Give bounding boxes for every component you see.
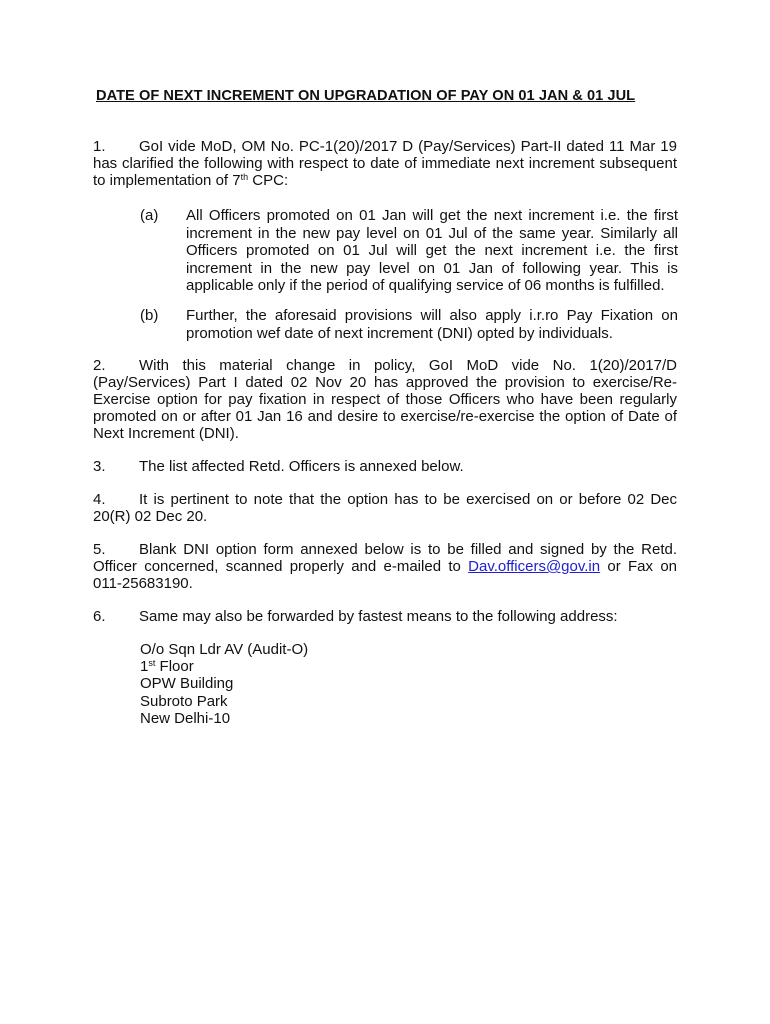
- paragraph-number: 6.: [93, 608, 106, 625]
- paragraph-text: With this material change in policy, GoI MoD vide No. 1(20)/2017/D (Pay/Services) Part I dated 02 Nov 20 has approved the provision to exercise/Re-Exercise option for pay fixation in respect of those Officers who have been regularly promoted on or after 01 Jan 16 and desire to exercise/re-exercise the option of Date of Next Increment (DNI).: [93, 357, 677, 442]
- paragraph-6: [93, 608, 677, 625]
- paragraph-text: GoI vide MoD, OM No. PC-1(20)/2017 D (Pay/Services) Part-II dated 11 Mar 19 has clarified the following with respect to date of immediate next increment subsequent to implementation of 7: [93, 138, 677, 189]
- address-line-4: Subroto Park: [140, 692, 228, 710]
- sub-item-text: Further, the aforesaid provisions will also apply i.r.ro Pay Fixation on promotion wef date of next increment (DNI) opted by individuals.: [186, 307, 678, 342]
- address-line-2: [140, 658, 308, 675]
- sub-item-b: [140, 307, 678, 342]
- paragraph-text-end: CPC:: [248, 172, 289, 189]
- superscript: th: [240, 172, 249, 182]
- address-line-3: OPW Building: [140, 675, 234, 693]
- paragraph-number: 5.: [93, 541, 106, 558]
- sub-item-label: (a): [140, 207, 159, 224]
- paragraph-text: The list affected Retd. Officers is annexed below.: [139, 458, 464, 475]
- sub-item-text: All Officers promoted on 01 Jan will get the next increment i.e. the first increment in the new pay level on 01 Jul of the same year. Similarly all Officers promoted on 01 Jul will get the next increment i.e. the first increment in the new pay level on 01 Jan of following year. This is applicable only if the period of qualifying service of 06 months is fulfilled.: [186, 207, 678, 294]
- address-line-1: O/o Sqn Ldr AV (Audit-O): [140, 641, 309, 658]
- paragraph-4: [93, 491, 677, 525]
- paragraph-text: Blank DNI option form annexed below is to be filled and signed by the Retd. Officer concerned, scanned properly and e-mailed to: [93, 541, 677, 575]
- floor-label: Floor: [155, 658, 194, 676]
- paragraph-number: 2.: [93, 357, 106, 374]
- paragraph-number: 3.: [93, 458, 106, 475]
- sub-item-a: [140, 207, 678, 295]
- paragraph-3: [93, 458, 677, 475]
- email-link[interactable]: Dav.officers@gov.in: [468, 558, 601, 575]
- address-block: [140, 641, 308, 727]
- paragraph-text: Same may also be forwarded by fastest means to the following address:: [139, 608, 618, 625]
- paragraph-text-end: or Fax on 011-25683190.: [93, 558, 677, 592]
- paragraph-1: [93, 138, 677, 189]
- superscript: st: [148, 658, 156, 669]
- paragraph-number: 4.: [93, 491, 106, 508]
- paragraph-5: [93, 541, 677, 592]
- paragraph-2: [93, 357, 677, 442]
- paragraph-number: 1.: [93, 138, 106, 155]
- sub-item-label: (b): [140, 307, 159, 324]
- document-title: DATE OF NEXT INCREMENT ON UPGRADATION OF PAY ON 01 JAN & 01 JUL: [96, 88, 636, 104]
- address-line-5: New Delhi-10: [140, 709, 231, 727]
- paragraph-text: It is pertinent to note that the option has to be exercised on or before 02 Dec 20(R) 02 Dec 20.: [93, 491, 677, 525]
- floor-number: 1: [140, 658, 149, 676]
